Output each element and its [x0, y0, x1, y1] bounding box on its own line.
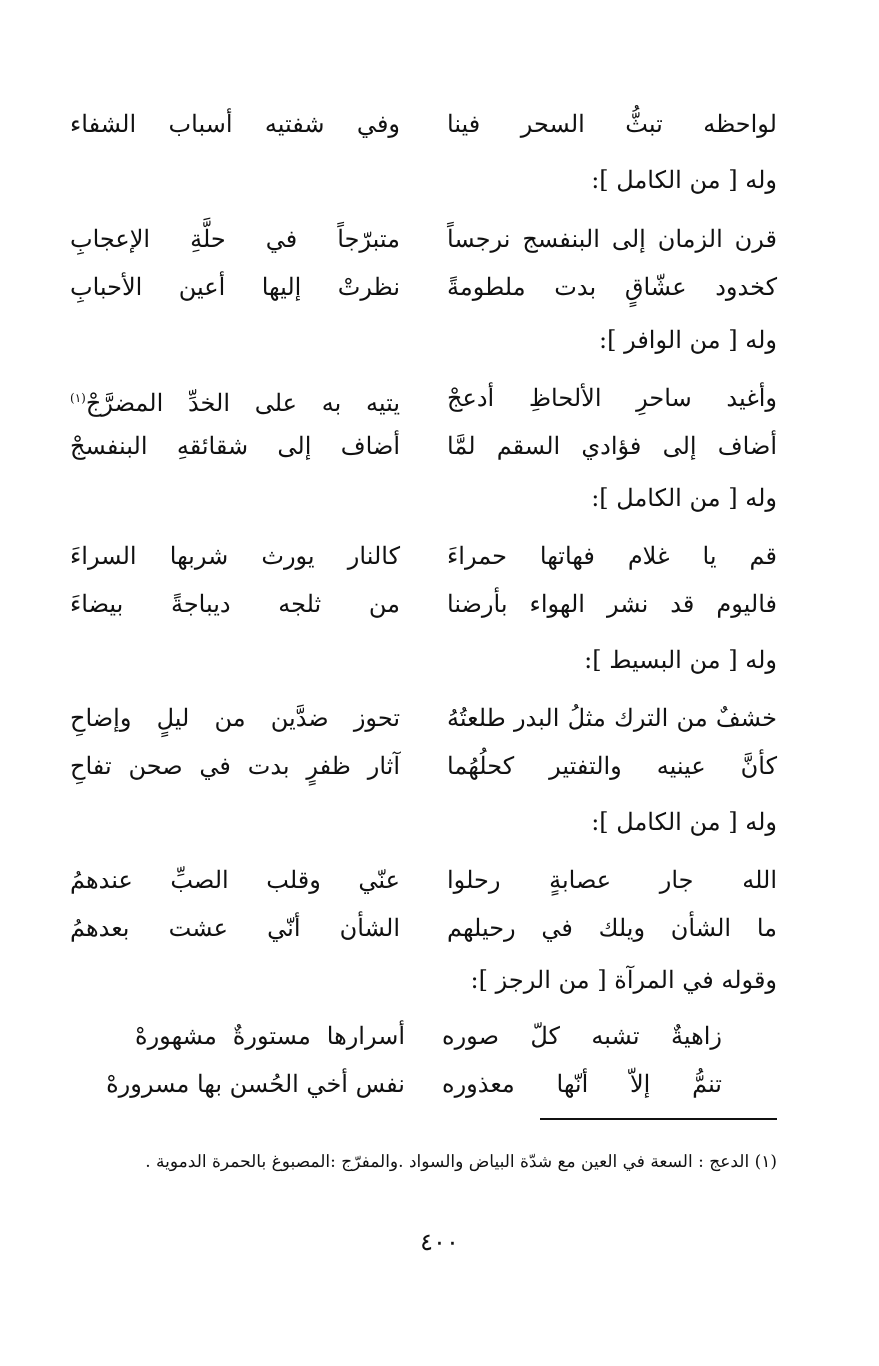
verse-group-1 [70, 215, 777, 311]
verse-line [70, 422, 777, 470]
verse-line [70, 215, 777, 263]
verse-second-hemistich: نفس أخي الحُسن بها مسرورهْ [106, 1070, 405, 1098]
verse-second-hemistich: تحوز ضدَّين من ليلٍ وإضاحِ [70, 704, 400, 732]
verse-first-hemistich: فاليوم قد نشر الهواء بأرضنا [447, 590, 777, 618]
poem-heading: وقوله في المرآة [ من الرجز ]: [470, 966, 777, 994]
verse-first-hemistich: الله جار عصابةٍ رحلوا [447, 866, 777, 894]
verse-first-hemistich: أضاف إلى فؤادي السقم لمَّا [447, 432, 777, 460]
poem-heading: وله [ من البسيط ]: [584, 646, 777, 674]
verse-group-2 [70, 374, 777, 470]
verse-line [70, 532, 777, 580]
verse-line [70, 904, 777, 952]
verse-first-hemistich: قرن الزمان إلى البنفسج نرجساً [447, 225, 777, 253]
footnote-separator [540, 1118, 777, 1120]
verse-second-hemistich: آثار ظفرٍ بدت في صحن تفاحِ [70, 752, 400, 780]
verse-text: يتيه به على الخدِّ المضرَّجْ [85, 389, 400, 417]
verse-group-0 [70, 100, 777, 148]
poem-heading: وله [ من الوافر ]: [599, 326, 777, 354]
verse-second-hemistich: من ثلجه ديباجةً بيضاءَ [70, 590, 400, 618]
verse-first-hemistich: ما الشأن ويلك في رحيلهم [447, 914, 777, 942]
verse-group-3 [70, 532, 777, 628]
verse-second-hemistich: الشأن أنّي عشت بعدهمُ [70, 914, 400, 942]
verse-second-hemistich: أسرارها مستورةٌ مشهورهْ [135, 1022, 405, 1050]
verse-line [70, 1012, 777, 1060]
verse-line [70, 856, 777, 904]
verse-group-5 [70, 856, 777, 952]
verse-line [70, 742, 777, 790]
verse-first-hemistich: كخدود عشّاقٍ بدت ملطومةً [447, 273, 777, 301]
verse-first-hemistich: وأغيد ساحرِ الألحاظِ أدعجْ [447, 384, 777, 412]
footnote-marker: (١) [70, 391, 86, 405]
verse-second-hemistich: أضاف إلى شقائقهِ البنفسجْ [70, 432, 400, 460]
poem-heading: وله [ من الكامل ]: [591, 808, 777, 836]
verse-first-hemistich: لواحظه تبثُّ السحر فينا [447, 110, 777, 138]
verse-line [70, 374, 777, 422]
verse-line [70, 694, 777, 742]
verse-second-hemistich: وفي شفتيه أسباب الشفاء [70, 110, 400, 138]
verse-line [70, 100, 777, 148]
verse-line [70, 1060, 777, 1108]
verse-first-hemistich: تنمُّ إلاّ أنّها معذوره [442, 1070, 722, 1098]
verse-second-hemistich: متبرّجاً في حلَّةِ الإعجابِ [70, 225, 400, 253]
poem-heading: وله [ من الكامل ]: [591, 484, 777, 512]
footnote: (١) الدعج : السعة في العين مع شدّة البياض والسواد .والمفرّج :المصبوغ بالحمرة الدموية . [145, 1152, 777, 1172]
verse-line [70, 580, 777, 628]
verse-second-hemistich: عنّي وقلب الصبِّ عندهمُ [70, 866, 400, 894]
poem-heading: وله [ من الكامل ]: [591, 166, 777, 194]
verse-group-6 [70, 1012, 777, 1108]
verse-first-hemistich: زاهيةٌ تشبه كلّ صوره [442, 1022, 722, 1050]
verse-second-hemistich [70, 374, 400, 427]
page-number: ٤٠٠ [420, 1228, 459, 1256]
verse-group-4 [70, 694, 777, 790]
verse-first-hemistich: كأنَّ عينيه والتفتير كحلُهُما [447, 752, 777, 780]
verse-first-hemistich: قم يا غلام فهاتها حمراءَ [447, 542, 777, 570]
verse-first-hemistich: خشفٌ من الترك مثلُ البدر طلعتُهُ [447, 704, 777, 732]
verse-second-hemistich: كالنار يورث شربها السراءَ [70, 542, 400, 570]
verse-line [70, 263, 777, 311]
verse-second-hemistich: نظرتْ إليها أعين الأحبابِ [70, 273, 400, 301]
